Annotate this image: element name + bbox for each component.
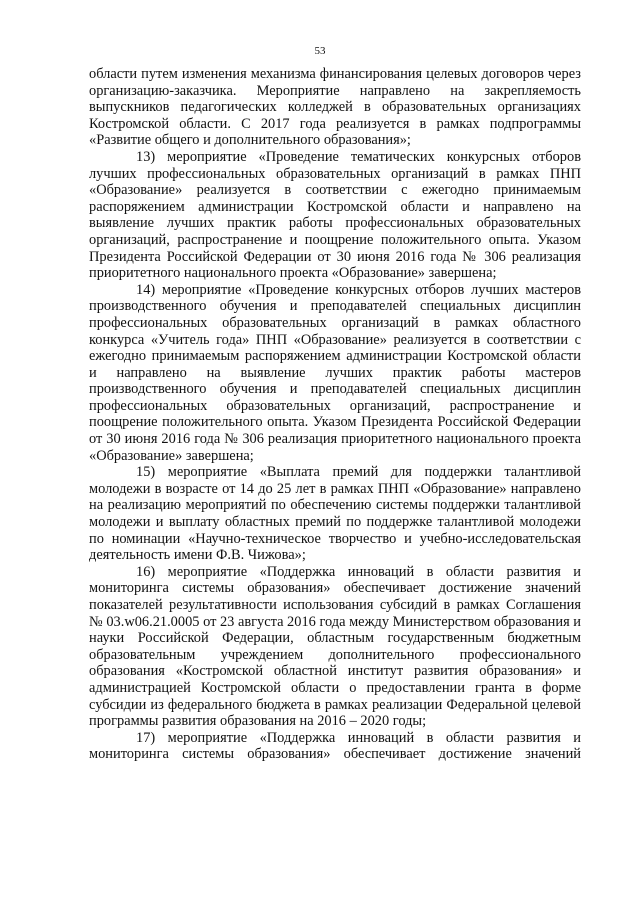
page-number: 53 (314, 45, 326, 57)
document-body (89, 66, 581, 763)
paragraph-item-16: 16) мероприятие «Поддержка инноваций в области развития и мониторинга системы образования» обеспечивает достижение значений показателей результативности использования субсидий в рамках Соглашения № 03.w06.21.0005 от 23 августа 2016 года между Министерством образования и науки Российской Федерации, областным государственным бюджетным образовательным учреждением дополнительного профессионального образования «Костромской областной институт развития образования» и администрацией Костромской области о предоставлении гранта в форме субсидии из федерального бюджета в рамках реализации Федеральной целевой программы развития образования на 2016 – 2020 годы; (89, 563, 581, 730)
paragraph-item-17: 17) мероприятие «Поддержка инноваций в области развития и мониторинга системы образования» обеспечивает достижение значений (89, 729, 581, 763)
paragraph-item-15: 15) мероприятие «Выплата премий для поддержки талантливой молодежи в возрасте от 14 до 25 лет в рамках ПНП «Образование» направлено на реализацию мероприятий по обеспечению системы поддержки талантливой молодежи и выплату областных премий по поддержке талантливой молодежи по номинации «Научно-техническое творчество и учебно-исследовательская деятельность имени Ф.В. Чижова»; (89, 464, 581, 564)
paragraph-continuation: области путем изменения механизма финансирования целевых договоров через организацию-заказчика. Мероприятие направлено на закрепляемость выпускников педагогических колледжей в образовательных организациях Костромской области. С 2017 года реализуется в рамках подпрограммы «Развитие общего и дополнительного образования»; (89, 66, 581, 149)
paragraph-item-14: 14) мероприятие «Проведение конкурсных отборов лучших мастеров производственного обучения и преподавателей специальных дисциплин профессиональных образовательных организаций в рамках областного конкурса «Учитель года» ПНП «Образование» реализуется в соответствии с ежегодно принимаемым распоряжением администрации Костромской области и направлено на выявление лучших практик работы мастеров производственного обучения и преподавателей специальных дисциплин профессиональных образовательных организаций, распространение и поощрение положительного опыта. Указом Президента Российской Федерации от 30 июня 2016 года № 306 реализация приоритетного национального проекта «Образование» завершена; (89, 281, 581, 464)
paragraph-item-13: 13) мероприятие «Проведение тематических конкурсных отборов лучших профессиональных образовательных организаций в рамках ПНП «Образование» реализуется в соответствии с ежегодно принимаемым распоряжением администрации Костромской области и направлено на выявление лучших практик работы профессиональных образовательных организаций, распространение и поощрение положительного опыта. Указом Президента Российской Федерации от 30 июня 2016 года № 306 реализация приоритетного национального проекта «Образование» завершена; (89, 148, 581, 282)
